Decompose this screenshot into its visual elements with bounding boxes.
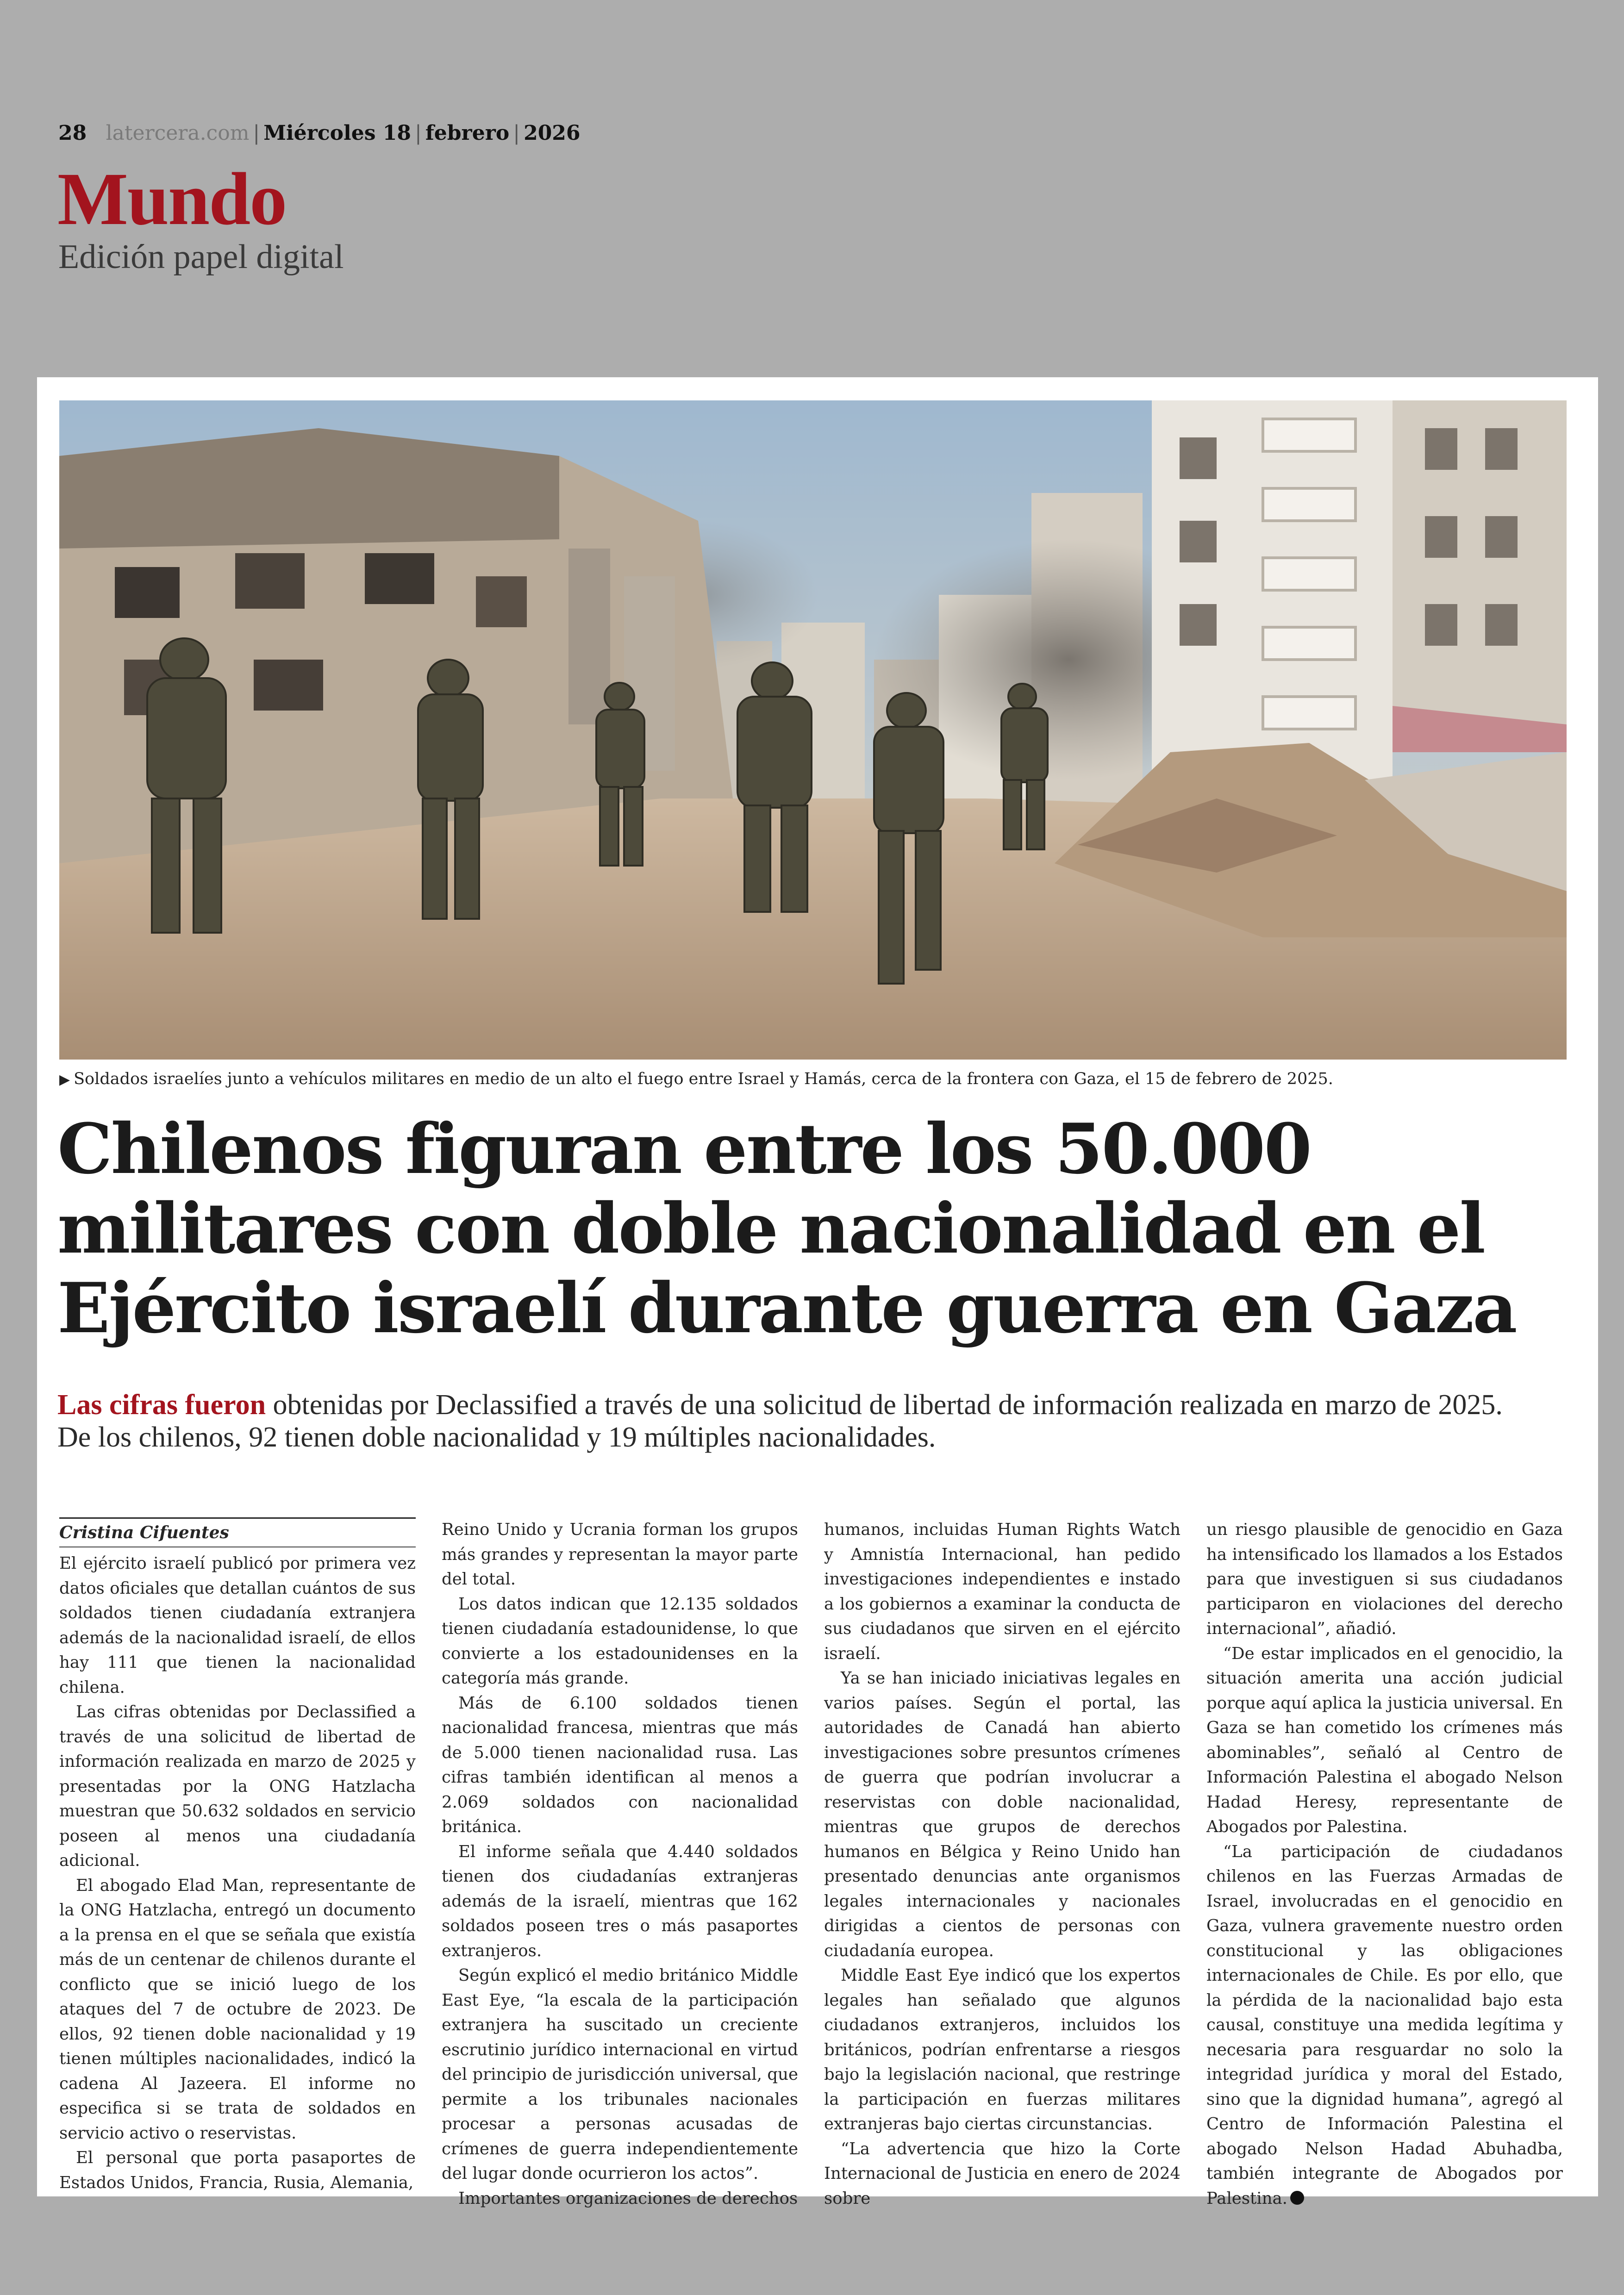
headline-line: militares con doble nacionalidad en el (57, 1188, 1485, 1269)
article-column-4 (1206, 1517, 1563, 2211)
date-month: febrero (425, 121, 510, 145)
paragraph: El informe señala que 4.440 soldados tienen dos ciudadanías extranjeras además de la israelí, mientras que 162 soldados poseen tres o más pasaportes extranjeros. (442, 1842, 798, 1960)
article-column-3 (824, 1517, 1181, 2211)
date-day: Miércoles 18 (263, 121, 412, 145)
paragraph: El abogado Elad Man, representante de la ONG Hatzlacha, entregó un documento a la prensa en el que se señala que existía más de un centenar de chilenos durante el conflicto que se inició luego de los ataques del 7 de octubre de 2023. De ellos, 92 tienen doble nacionalidad y 19 tienen múltiples nacionalidades, indicó la cadena Al Jazeera. El informe no especifica si se trata de soldados en servicio activo o reservistas. (59, 1876, 416, 2143)
paragraph-text: “La participación de ciudadanos chilenos en las Fuerzas Armadas de Israel, involucradas en el genocidio en Gaza, vulnera gravemente nuestro orden constitucional y las obligaciones internacionales de Chile. Es por ello, que la pérdida de la nacionalidad bajo esta causal, constituye una medida legítima y necesaria para resguardar no solo la integridad jurídica y moral del Estado, sino que la dignidad humana”, agregó al Centro de Información Palestina el abogado Nelson Hadad Abuhadba, también integrante de Abogados por Palestina. (1206, 1842, 1563, 2208)
article-column-1 (59, 1517, 416, 2195)
article-column-2 (442, 1517, 798, 2211)
section-title: Mundo (57, 158, 287, 241)
byline: Cristina Cifuentes (59, 1519, 416, 1547)
headline-line: Chilenos figuran entre los 50.000 (57, 1109, 1311, 1190)
photo-caption: ▶ Soldados israelíes junto a vehículos militares en medio de un alto el fuego entre Israel y Hamás, cerca de la frontera con Gaza, el 15 de febrero de 2025. (59, 1070, 1333, 1088)
paragraph: Según explicó el medio británico Middle East Eye, “la escala de la participación extranjera ha suscitado un creciente escrutinio jurídico internacional en virtud del principio de jurisdicción universal, que permite a los tribunales nacionales procesar a personas acusadas de crímenes de guerra independientemente del lugar donde ocurrieron los actos”. (442, 1966, 798, 2183)
paragraph: Importantes organizaciones de derechos (458, 2189, 798, 2208)
paragraph: Más de 6.100 soldados tienen nacionalidad francesa, mientras que más de 5.000 tienen nacionalidad rusa. Las cifras también identifican al menos a 2.069 soldados con nacionalidad británica. (442, 1693, 798, 1836)
article-headline (57, 1110, 1567, 1348)
article-lede (57, 1389, 1576, 1453)
paragraph: El ejército israelí publicó por primera vez datos oficiales que detallan cuántos de sus soldados tienen ciudadanía extranjera además de la nacionalidad israelí, de ellos hay 111 que tienen la nacionalidad chilena. (59, 1554, 416, 1697)
article-photo (59, 400, 1567, 1060)
paragraph: Middle East Eye indicó que los expertos legales han señalado que algunos ciudadanos extranjeros, incluidos los británicos, podrían enfrentarse a riesgos bajo la legislación nacional, que restringe la participación en fuerzas militares extranjeras bajo ciertas circunstancias. (824, 1966, 1181, 2133)
lede-lead-in: Las cifras fueron (57, 1389, 266, 1421)
edition-label: Edición papel digital (58, 238, 344, 276)
paragraph: El personal que porta pasaportes de Estados Unidos, Francia, Rusia, Alemania, (59, 2148, 416, 2192)
paragraph: “La advertencia que hizo la Corte Internacional de Justicia en enero de 2024 sobre (824, 2139, 1181, 2208)
paragraph (1206, 1840, 1563, 2211)
page-number: 28 (58, 121, 87, 145)
paragraph: Las cifras obtenidas por Declassified a través de una solicitud de libertad de información realizada en marzo de 2025 y presentadas por la ONG Hatzlacha muestran que 50.632 soldados en servicio poseen al menos una ciudadanía adicional. (59, 1703, 416, 1870)
lede-text: De los chilenos, 92 tienen doble nacionalidad y 19 múltiples nacionalidades. (57, 1422, 936, 1453)
paragraph: Reino Unido y Ucrania forman los grupos más grandes y representan la mayor parte del total. (442, 1520, 798, 1589)
article-page (37, 377, 1598, 2208)
headline-line: Ejército israelí durante guerra en Gaza (57, 1268, 1516, 1349)
photo-illustration (59, 400, 1567, 1060)
page-header-line: 28 latercera.com | Miércoles 18 | febrero | 2026 (58, 121, 581, 145)
date-year: 2026 (524, 121, 581, 145)
lede-text: obtenidas por Declassified a través de una solicitud de libertad de información realizada en marzo de 2025. (266, 1389, 1503, 1421)
paragraph: un riesgo plausible de genocidio en Gaza ha intensificado los llamados a los Estados para que investiguen si sus ciudadanos participaron en violaciones del derecho internacional”, añadió. (1206, 1520, 1563, 1638)
caption-triangle-icon: ▶ (59, 1072, 70, 1088)
paragraph: Ya se han iniciado iniciativas legales en varios países. Según el portal, las autoridades de Canadá han abierto investigaciones sobre presuntos crímenes de guerra que podrían involucrar a reservistas con doble nacionalidad, mientras que grupos de derechos humanos en Bélgica y Reino Unido han presentado denuncias ante organismos legales internacionales y nacionales dirigidas a cientos de personas con ciudadanía europea. (824, 1669, 1181, 1960)
site-name[interactable]: latercera.com (106, 121, 250, 145)
paragraph: humanos, incluidas Human Rights Watch y Amnistía Internacional, han pedido investigaciones independientes e instado a los gobiernos a examinar la conducta de sus ciudadanos que sirven en el ejército israelí. (824, 1520, 1181, 1663)
paragraph: “De estar implicados en el genocidio, la situación amerita una acción judicial porque aquí aplica la justicia universal. En Gaza se han cometido los crímenes más abominables”, señaló al Centro de Información Palestina el abogado Nelson Hadad Heresy, representante de Abogados por Palestina. (1206, 1644, 1563, 1836)
paragraph: Los datos indican que 12.135 soldados tienen ciudadanía estadounidense, lo que convierte a los estadounidenses en la categoría más grande. (442, 1594, 798, 1688)
end-of-article-dot-icon (1290, 2191, 1304, 2205)
